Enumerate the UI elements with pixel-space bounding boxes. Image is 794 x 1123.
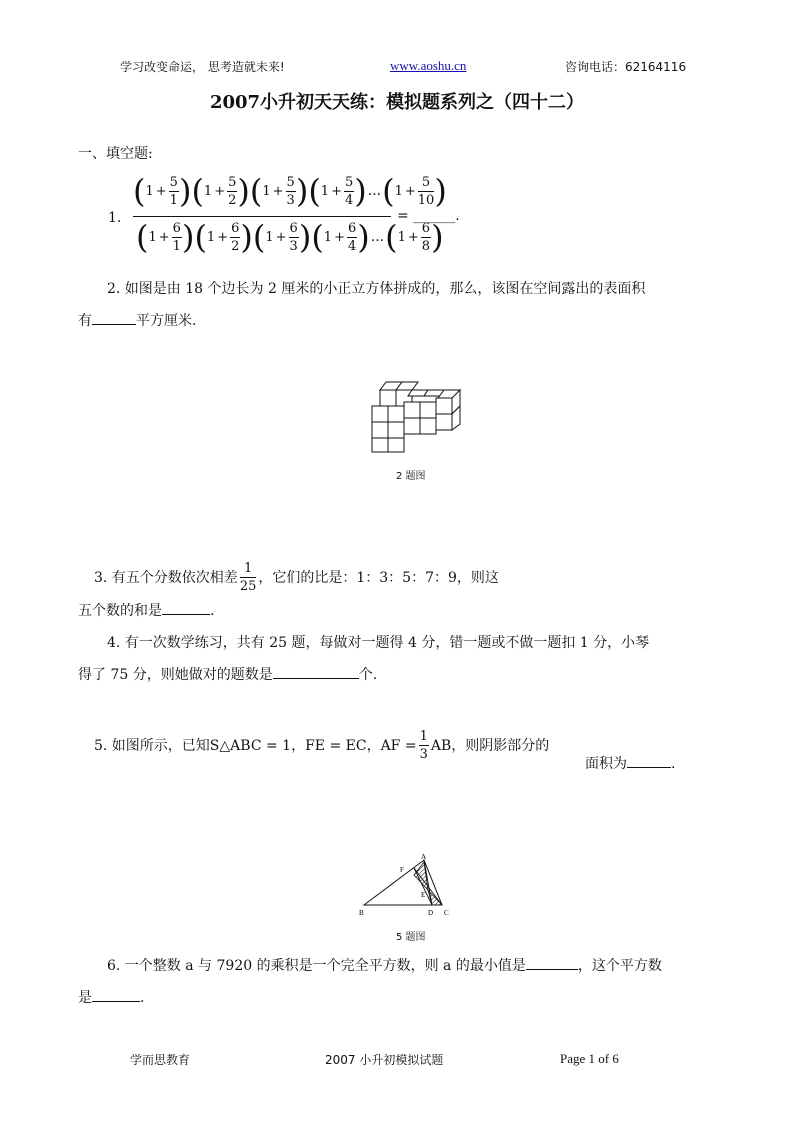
q1-term-one: 1 (203, 183, 213, 199)
q1-term: ( 1 + $\frac{5}{1}$ ) (133, 172, 192, 210)
q1-term-den: 1 (169, 192, 178, 208)
q4-line2-prefix: 得了 75 分，则她做对的题数是 (78, 667, 273, 683)
q2-line1: 2. 如图是由 18 个边长为 2 厘米的小正立方体拼成的，那么，该图在空间露出的表面积 (107, 281, 646, 297)
q1-term: ( 1 + $\frac{6}{3}$ ) (252, 218, 312, 256)
q1-main-fraction-bar (133, 216, 391, 217)
website-link-text[interactable]: www.aoshu.cn (390, 58, 467, 73)
q1-term-plus: + (155, 183, 167, 199)
q5-caption: 5 题图 (396, 932, 426, 943)
q1-equals: = (397, 208, 409, 224)
q5-label-b: B (359, 909, 364, 917)
q3-line2-prefix: 五个数的和是 (78, 603, 162, 619)
q1-term-fraction (421, 222, 431, 253)
q1-term-den: 1 (172, 238, 181, 254)
q5-line1 (94, 725, 549, 765)
q1-term-den: 3 (286, 192, 295, 208)
q1-answer-blank: ______. (413, 208, 460, 224)
q6-line1-suffix: ，这个平方数 (577, 958, 662, 974)
q3-line2-suffix: . (210, 603, 215, 619)
q1-term-num: 6 (231, 220, 240, 236)
q1-term-den: 2 (228, 192, 237, 208)
q1-term-one: 1 (145, 183, 154, 199)
q1-term-num: 5 (344, 174, 354, 190)
footer-left: 学而思教育 (130, 1053, 191, 1067)
q1-denominator-terms (136, 218, 444, 256)
q1-denominator (136, 218, 444, 256)
q1-term-den: 2 (231, 238, 240, 254)
q5-label-f: F (400, 866, 404, 874)
q1-term-num: 5 (418, 176, 435, 192)
q5-line2-prefix: 面积为 (585, 756, 627, 772)
q5-line2-suffix: . (671, 756, 676, 772)
q5-prefix: 5. 如图所示，已知S△ABC = 1，FE = EC，AF = (94, 738, 417, 754)
q1-term-den: 3 (289, 238, 298, 254)
q1-term-one: 1 (394, 183, 403, 199)
q3-prefix: 3. 有五个分数依次相差 (94, 570, 238, 586)
q5-frac-num: 1 (419, 728, 428, 744)
q1-term-num: 5 (286, 174, 295, 190)
q3-suffix: ，它们的比是：1：3：5：7：9，则这 (258, 570, 499, 586)
q5-suffix: AB，则阴影部分的 (430, 738, 550, 754)
q6-line1 (107, 955, 662, 975)
q3-frac-den: 25 (239, 578, 257, 594)
header-website-link[interactable] (390, 58, 466, 74)
q5-label-e: E (421, 891, 426, 899)
q1-term-den: 10 (417, 192, 435, 208)
q1-ellipsis: ... (367, 183, 382, 199)
q1-term-fraction (289, 222, 299, 253)
q1-term-one: 1 (265, 229, 274, 245)
q1-term-one: 1 (206, 229, 216, 245)
q1-term: ( 1 + $\frac{6}{1}$ ) (136, 218, 195, 256)
q1-term-num: 6 (172, 220, 181, 236)
footer-page-number: Page 1 of 6 (560, 1051, 619, 1066)
q3-line2 (78, 600, 214, 620)
q1-term-fraction (230, 222, 240, 253)
q1-term-fraction (347, 222, 357, 253)
q1-term-one: 1 (262, 183, 271, 199)
q1-term-plus: + (214, 183, 226, 199)
q5-answer-blank (627, 753, 671, 768)
q6-answer-blank-a (526, 955, 578, 970)
q1-term-num: 6 (289, 220, 298, 236)
q1-number: 1. (108, 210, 122, 226)
q1-term: ( 1 + $\frac{6}{2}$ ) (194, 218, 253, 256)
q1-term-num: 5 (228, 174, 237, 190)
q1-term-fraction (286, 176, 296, 207)
q2-line2-prefix: 有 (78, 313, 92, 329)
q4-answer-blank (273, 664, 359, 679)
q1-term-plus: + (334, 229, 345, 245)
header-slogan: 学习改变命运， 思考造就未来! (120, 60, 285, 74)
q2-line2-suffix: 平方厘米. (136, 313, 197, 329)
q1-term: ( 1 + $\frac{5}{4}$ ) (308, 172, 367, 210)
q1-term-plus: + (217, 229, 229, 245)
q1-term-plus: + (158, 229, 170, 245)
q1-term-num: 6 (347, 220, 357, 236)
q4-line2 (78, 664, 377, 684)
q1-term-den: 4 (344, 192, 354, 208)
q1-term-one: 1 (323, 229, 333, 245)
q6-line2 (78, 987, 144, 1007)
q1-term: ( 1 + $\frac{5}{3}$ ) (249, 172, 309, 210)
q1-term-fraction (227, 176, 237, 207)
q5-line2 (585, 753, 675, 773)
q1-term-fraction (169, 176, 179, 207)
q1-term-den: 8 (421, 238, 431, 254)
q1-term-fraction (418, 176, 435, 207)
q6-line1-prefix: 6. 一个整数 a 与 7920 的乘积是一个完全平方数，则 a 的最小值是 (107, 958, 526, 974)
q6-answer-blank-square (92, 987, 140, 1002)
q3-line1 (94, 557, 499, 597)
footer-center: 2007 小升初模拟试题 (325, 1053, 444, 1067)
q1-term-num: 6 (421, 220, 431, 236)
q5-triangle-figure (358, 850, 458, 920)
q2-line2 (78, 310, 196, 330)
q1-term-fraction (344, 176, 354, 207)
page-title: 2007小升初天天练：模拟题系列之（四十二） (209, 92, 585, 113)
q1-term: ( 1 + $\frac{5}{2}$ ) (191, 172, 250, 210)
q5-label-c: C (444, 909, 449, 917)
q3-answer-blank (162, 600, 210, 615)
q2-cube-figure (368, 378, 468, 454)
q2-caption: 2 题图 (396, 471, 426, 482)
q1-term-fraction (172, 222, 182, 253)
q3-frac-num: 1 (240, 562, 257, 578)
q1-term: ( 1 + $\frac{6}{8}$ ) (385, 218, 444, 256)
q1-numerator-terms (133, 172, 447, 210)
q1-term: ( 1 + $\frac{6}{4}$ ) (311, 218, 370, 256)
q1-term-one: 1 (148, 229, 157, 245)
q1-ellipsis: ... (370, 229, 385, 245)
q5-label-d: D (428, 909, 434, 917)
q4-line2-suffix: 个. (358, 667, 378, 683)
q5-frac-den: 3 (419, 746, 428, 762)
q6-line2-prefix: 是 (78, 990, 92, 1006)
q1-term-den: 4 (347, 238, 357, 254)
header-phone: 咨询电话：62164116 (565, 60, 687, 74)
q5-fraction (419, 730, 429, 761)
q6-line2-suffix: . (140, 990, 145, 1006)
q1-term-one: 1 (320, 183, 330, 199)
q5-label-a: A (421, 853, 427, 861)
q1-term-plus: + (272, 183, 284, 199)
q1-term-plus: + (404, 183, 416, 199)
section-title: 一、填空题: (78, 146, 153, 162)
q1-answer (397, 208, 460, 224)
q1-numerator (133, 172, 447, 210)
q4-line1: 4. 有一次数学练习，共有 25 题，每做对一题得 4 分，错一题或不做一题扣 1 分，小琴 (107, 635, 650, 651)
q1-term-plus: + (275, 229, 287, 245)
q1-term-num: 5 (169, 174, 178, 190)
q1-term: ( 1 + $\frac{5}{10}$ ) (382, 172, 447, 210)
q1-term-one: 1 (397, 229, 406, 245)
q1-term-plus: + (331, 183, 342, 199)
q1-term-plus: + (407, 229, 419, 245)
q3-fraction (240, 562, 257, 593)
q2-answer-blank (92, 310, 136, 325)
